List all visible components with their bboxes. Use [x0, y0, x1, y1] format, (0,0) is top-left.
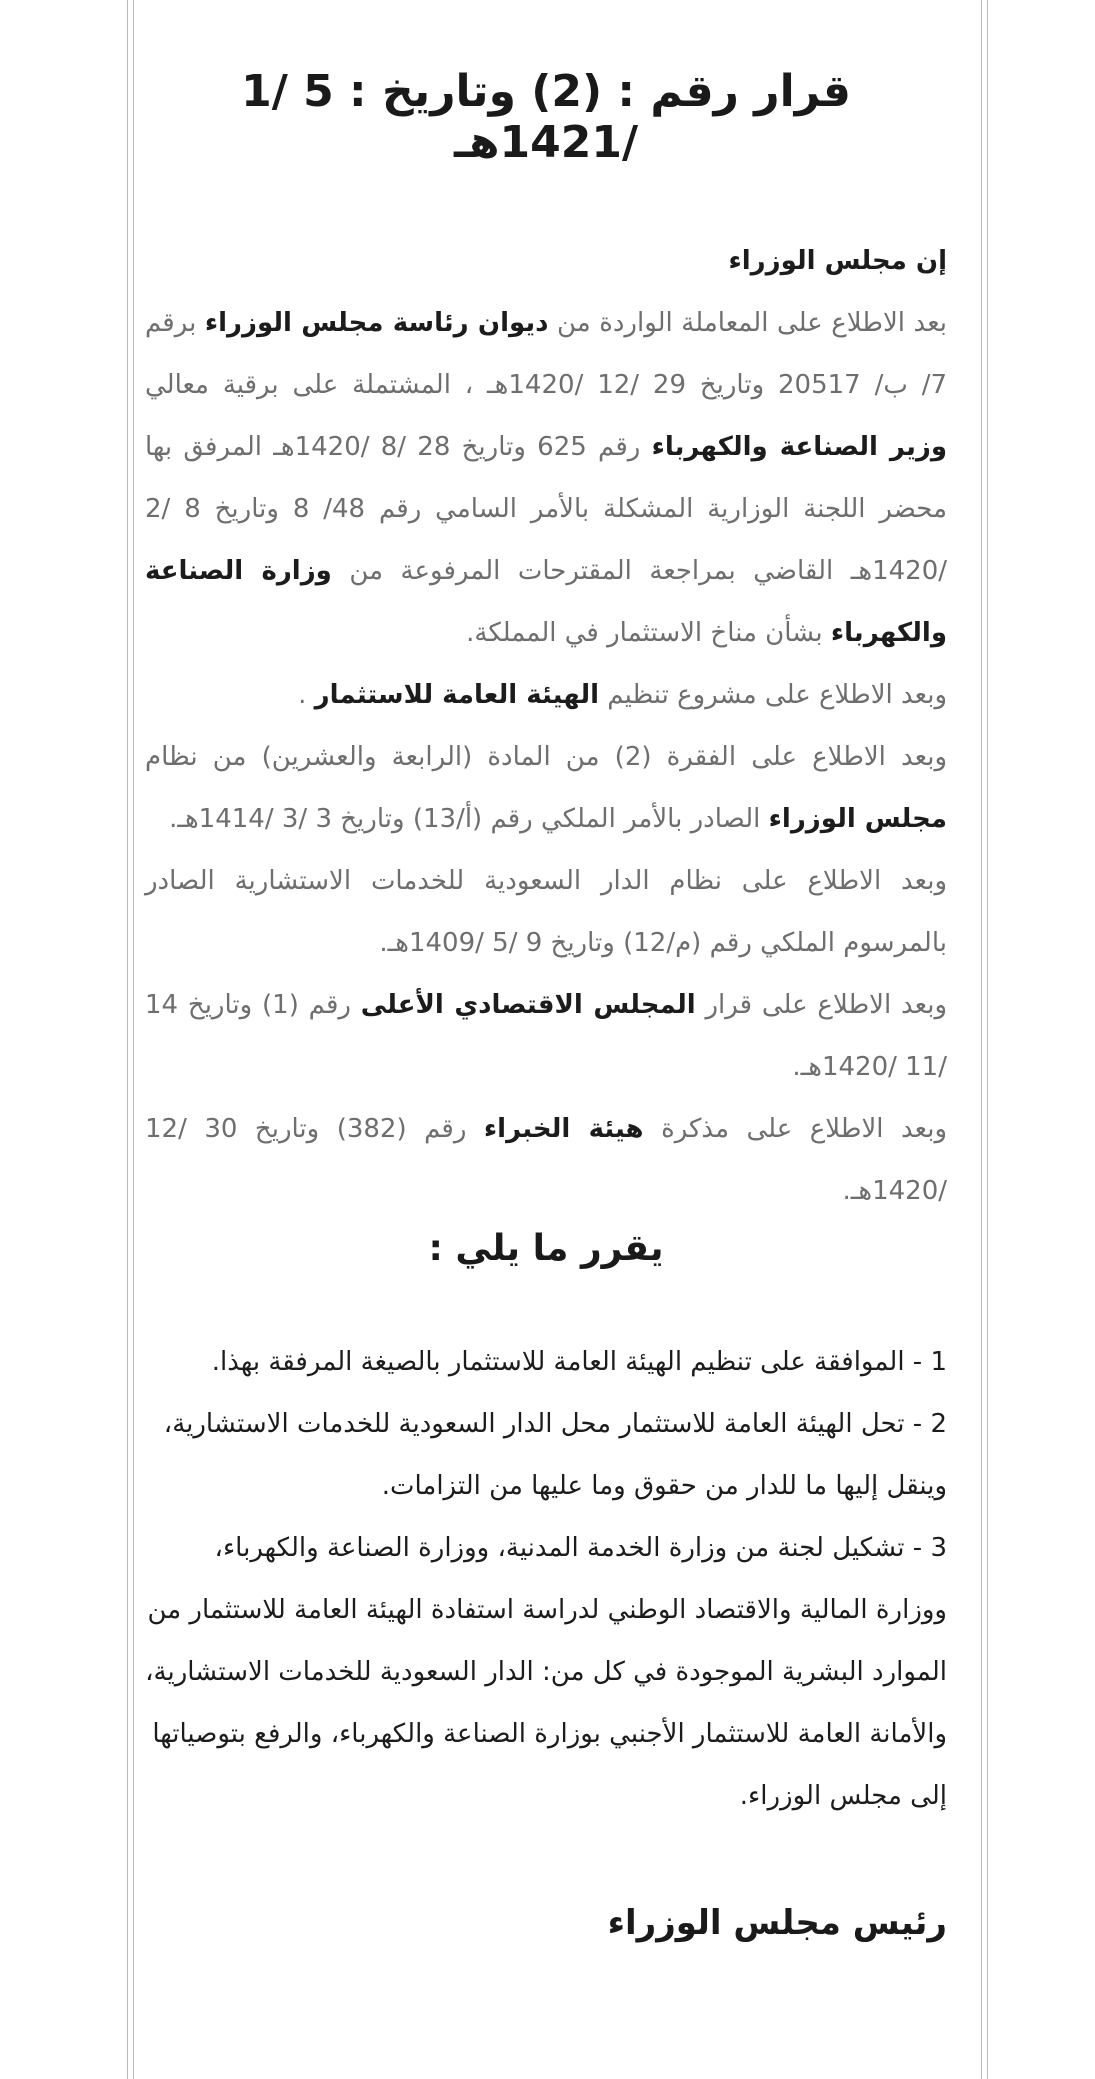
p2-text-c: .	[298, 680, 315, 710]
preamble-paragraph-5	[145, 974, 947, 1098]
preamble-paragraph-3	[145, 726, 947, 850]
p5-text-c: رقم (1) وتاريخ 14 /11 /1420هـ.	[145, 990, 947, 1082]
preamble-paragraph-2	[145, 664, 947, 726]
decision-item-1: 1 - الموافقة على تنظيم الهيئة العامة للاستثمار بالصيغة المرفقة بهذا.	[211, 1347, 947, 1377]
p2-text-a: وبعد الاطلاع على مشروع تنظيم	[599, 680, 947, 710]
p1-entity-cabinet-court: ديوان رئاسة مجلس الوزراء	[204, 308, 549, 338]
p5-entity-economic-council: المجلس الاقتصادي الأعلى	[360, 990, 696, 1020]
decision-item-3: 3 - تشكيل لجنة من وزارة الخدمة المدنية، ووزارة الصناعة والكهرباء، ووزارة المالية والاقتصاد الوطني لدراسة استفادة الهيئة العامة للاستثمار من الموارد البشرية الموجودة في كل من: الدار السعودية للخدمات الاستشارية، والأمانة العامة للاستثمار الأجنبي بوزارة الصناعة والكهرباء، والرفع بتوصياتها إلى مجلس الوزراء.	[145, 1533, 947, 1811]
p1-entity-ministry: وزارة الصناعة والكهرباء	[145, 556, 947, 648]
p2-entity-authority: الهيئة العامة للاستثمار	[314, 680, 600, 710]
p6-text-a: وبعد الاطلاع على مذكرة	[643, 1114, 947, 1144]
opening-text: إن مجلس الوزراء	[728, 246, 947, 276]
preamble-paragraph-6	[145, 1098, 947, 1222]
p1-text-c: برقم 7/ ب/ 20517 وتاريخ 29 /12 /1420هـ ، المشتملة على برقية معالي	[145, 308, 947, 400]
decision-document	[145, 40, 947, 1943]
p3-text-a: وبعد الاطلاع على الفقرة (2) من المادة (الرابعة والعشرين) من نظام	[145, 742, 948, 772]
p1-entity-minister: وزير الصناعة والكهرباء	[651, 432, 947, 462]
p6-entity-experts: هيئة الخبراء	[483, 1114, 644, 1144]
p1-text-a: بعد الاطلاع على المعاملة الواردة من	[548, 308, 947, 338]
p5-text-a: وبعد الاطلاع على قرار	[695, 990, 948, 1020]
page-border-right-inner	[981, 0, 982, 2079]
preamble	[145, 230, 947, 1222]
p1-text-g: بشأن مناخ الاستثمار في المملكة.	[466, 618, 831, 648]
p3-entity-council: مجلس الوزراء	[768, 804, 947, 834]
signature: رئيس مجلس الوزراء	[607, 1903, 947, 1943]
decision-item-2: 2 - تحل الهيئة العامة للاستثمار محل الدار السعودية للخدمات الاستشارية، وينقل إليها ما للدار من حقوق وما عليها من التزامات.	[163, 1409, 947, 1501]
page-border-right-outer	[987, 0, 988, 2079]
preamble-paragraph-1	[145, 292, 947, 664]
p3-text-c: الصادر بالأمر الملكي رقم (أ/13) وتاريخ 3 /3 /1414هـ.	[169, 804, 769, 834]
page-border-left-outer	[127, 0, 128, 2079]
decision-items	[145, 1331, 947, 1827]
p1-text-e: رقم 625 وتاريخ 28 /8 /1420هـ المرفق بها محضر اللجنة الوزارية المشكلة بالأمر السامي رقم 48/ 8 وتاريخ 8 /2 /1420هـ القاضي بمراجعة المقترحات المرفوعة من	[145, 432, 948, 586]
page-border-left-inner	[133, 0, 134, 2079]
preamble-paragraph-4: وبعد الاطلاع على نظام الدار السعودية للخدمات الاستشارية الصادر بالمرسوم الملكي رقم (م/12) وتاريخ 9 /5 /1409هـ.	[145, 866, 947, 958]
p6-text-c: رقم (382) وتاريخ 30 /12 /1420هـ.	[145, 1114, 947, 1206]
preamble-opening	[145, 230, 947, 292]
decree-heading: يقرر ما يلي :	[428, 1228, 664, 1269]
decision-title: قرار رقم : (2) وتاريخ : 5 /1 /1421هـ	[241, 66, 851, 168]
